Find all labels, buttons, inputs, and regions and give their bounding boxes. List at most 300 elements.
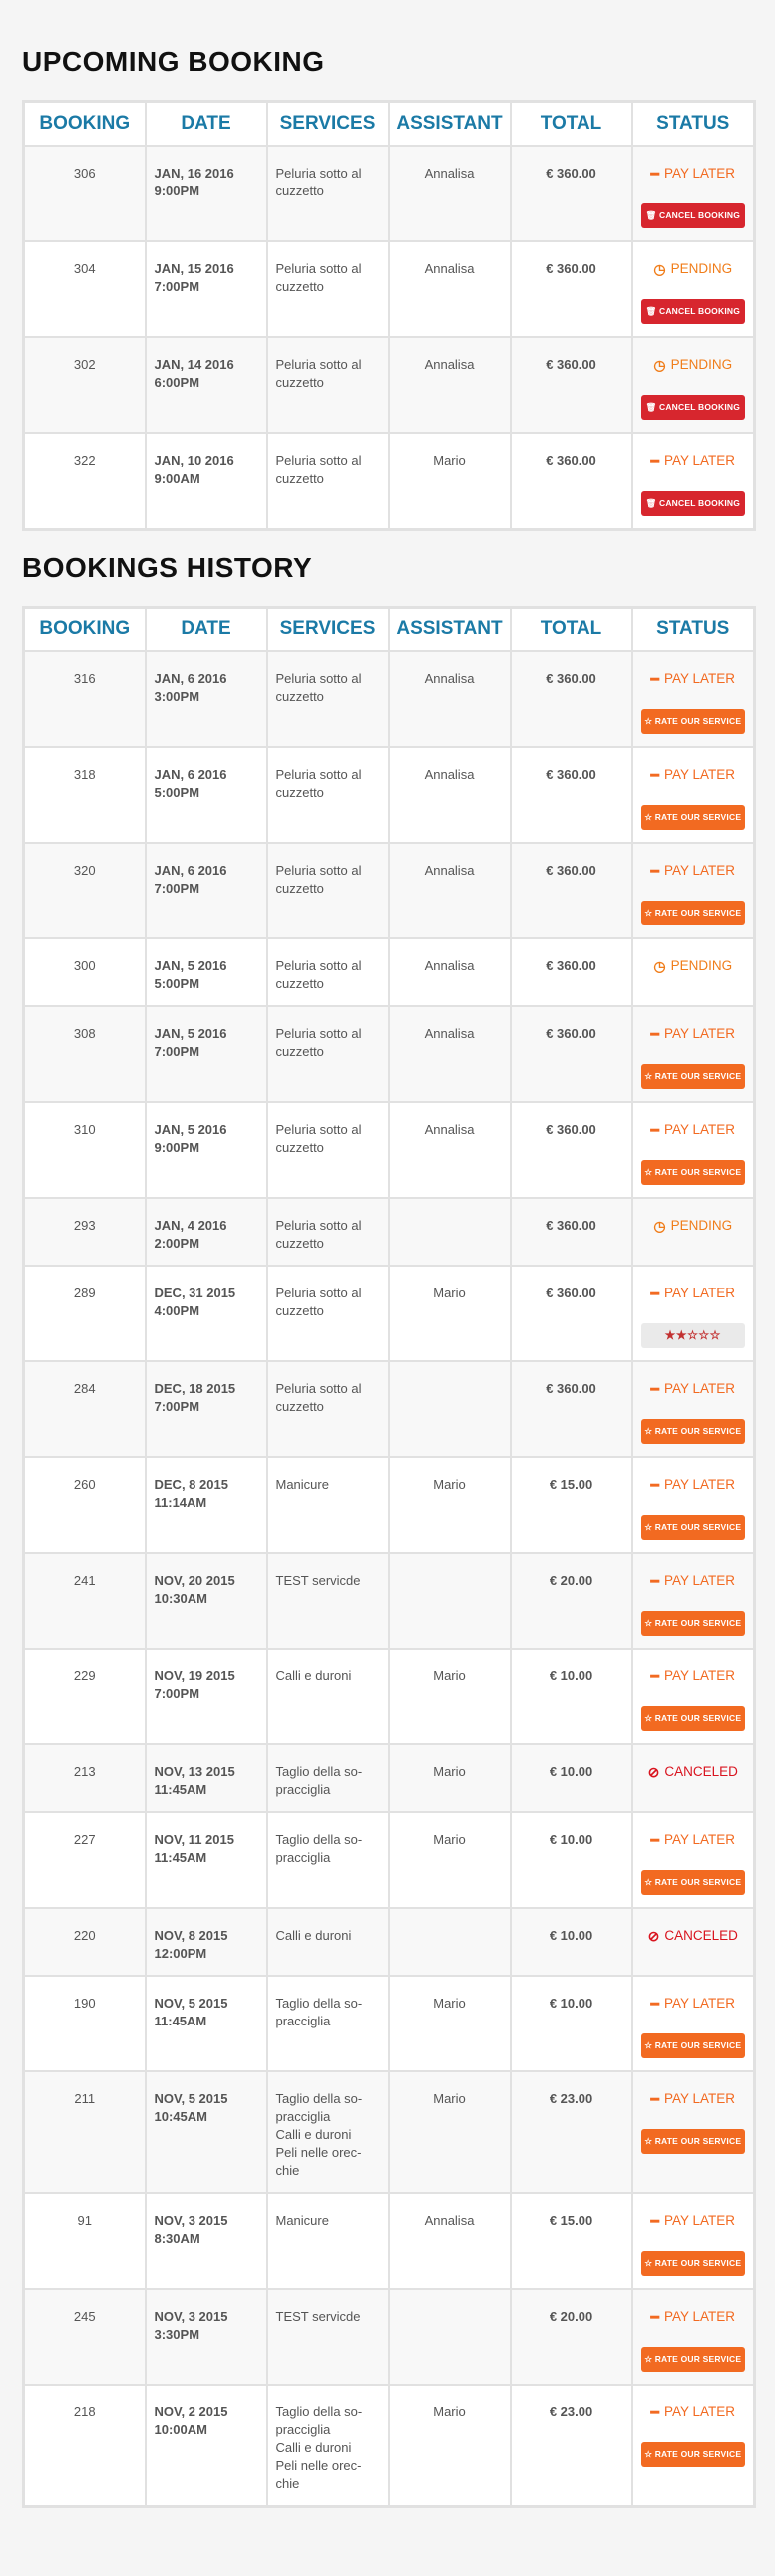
booking-date-day: JAN, 14 2016 <box>154 356 234 372</box>
table-row <box>24 1553 755 1649</box>
booking-total: € 360.00 <box>511 747 632 843</box>
booking-date-time: 10:45AM <box>154 2109 207 2124</box>
booking-date <box>146 2193 267 2289</box>
star-outline-icon: ☆ <box>644 716 655 726</box>
booking-services <box>267 1649 389 1744</box>
status-text: PAY LATER <box>663 767 735 782</box>
booking-total: € 15.00 <box>511 2193 632 2289</box>
booking-id: 302 <box>24 337 146 433</box>
dash-icon: ━ <box>650 1286 659 1301</box>
table-row <box>24 938 755 1006</box>
status-badge <box>651 1667 735 1685</box>
booking-assistant: Annalisa <box>389 146 511 241</box>
booking-total: € 360.00 <box>511 1102 632 1198</box>
booking-status-cell <box>632 337 755 433</box>
button-label: RATE OUR SERVICE <box>654 1522 742 1532</box>
star-outline-icon: ☆ <box>644 1071 655 1081</box>
booking-id: 229 <box>24 1649 146 1744</box>
booking-date-time: 3:00PM <box>154 689 200 704</box>
booking-date <box>146 1744 267 1812</box>
rate-service-button[interactable] <box>641 1515 745 1540</box>
booking-total: € 360.00 <box>511 938 632 1006</box>
trash-icon: 🗑 <box>645 209 659 220</box>
booking-assistant <box>389 1361 511 1457</box>
booking-assistant: Annalisa <box>389 747 511 843</box>
booking-services <box>267 2385 389 2507</box>
status-badge <box>651 1831 735 1849</box>
dash-icon: ━ <box>650 2091 659 2107</box>
booking-date <box>146 747 267 843</box>
booking-assistant: Mario <box>389 2071 511 2193</box>
clock-icon: ◷ <box>653 1218 666 1234</box>
table-row <box>24 843 755 938</box>
booking-date-time: 7:00PM <box>154 1399 200 1414</box>
star-outline-icon: ☆ <box>644 908 655 918</box>
table-row <box>24 241 755 337</box>
booking-date <box>146 1102 267 1198</box>
star-outline-icon: ☆ <box>644 1877 655 1887</box>
booking-total: € 360.00 <box>511 146 632 241</box>
booking-id: 320 <box>24 843 146 938</box>
dash-icon: ━ <box>650 767 659 783</box>
table-row <box>24 747 755 843</box>
booking-date <box>146 1649 267 1744</box>
booking-date-time: 9:00PM <box>154 183 200 198</box>
dash-icon: ━ <box>650 1381 659 1397</box>
status-badge <box>653 356 732 374</box>
rate-service-button[interactable] <box>641 1419 745 1444</box>
booking-status-cell <box>632 1266 755 1361</box>
booking-date-time: 5:00PM <box>154 785 200 800</box>
status-text: PAY LATER <box>663 1026 735 1041</box>
button-label: RATE OUR SERVICE <box>654 1426 742 1436</box>
booking-assistant: Annalisa <box>389 1006 511 1102</box>
service-item: Peli nelle orec-chie <box>275 2458 362 2491</box>
clock-icon: ◷ <box>653 260 666 277</box>
booking-date-day: NOV, 20 2015 <box>154 1573 235 1588</box>
booking-assistant: Annalisa <box>389 843 511 938</box>
booking-date <box>146 1908 267 1976</box>
booking-status-cell <box>632 2071 755 2193</box>
status-text: PAY LATER <box>663 165 735 181</box>
booking-total: € 10.00 <box>511 1976 632 2071</box>
booking-date-day: NOV, 2 2015 <box>154 2404 228 2419</box>
status-badge <box>653 1217 732 1235</box>
status-text: PAY LATER <box>663 1381 735 1396</box>
col-header-status: STATUS <box>632 607 755 651</box>
booking-date <box>146 843 267 938</box>
status-text: PAY LATER <box>663 452 735 468</box>
service-item: Peluria sotto al cuzzetto <box>275 165 362 198</box>
history-body <box>24 651 755 2507</box>
booking-status-cell <box>632 1553 755 1649</box>
booking-date <box>146 651 267 747</box>
service-item: Peluria sotto al cuzzetto <box>275 1381 362 1414</box>
button-label: RATE OUR SERVICE <box>654 716 742 726</box>
booking-total: € 360.00 <box>511 1198 632 1266</box>
table-row <box>24 1976 755 2071</box>
dash-icon: ━ <box>650 1477 659 1493</box>
table-row <box>24 1361 755 1457</box>
cancel-booking-button[interactable] <box>641 395 745 420</box>
star-outline-icon: ☆ <box>644 2449 655 2459</box>
booking-date-time: 9:00PM <box>154 1140 200 1155</box>
status-badge <box>651 862 735 880</box>
table-row <box>24 1457 755 1553</box>
service-item: Calli e duroni <box>275 1928 352 1943</box>
col-header-date: DATE <box>146 607 267 651</box>
booking-date-day: JAN, 6 2016 <box>154 767 227 782</box>
table-row <box>24 1266 755 1361</box>
booking-id: 241 <box>24 1553 146 1649</box>
booking-id: 220 <box>24 1908 146 1976</box>
status-badge <box>653 957 732 975</box>
booking-id: 260 <box>24 1457 146 1553</box>
dash-icon: ━ <box>650 1832 659 1848</box>
booking-assistant: Annalisa <box>389 651 511 747</box>
booking-date-day: NOV, 3 2015 <box>154 2213 228 2228</box>
booking-assistant <box>389 2289 511 2385</box>
booking-date <box>146 2385 267 2507</box>
upcoming-table <box>22 100 756 531</box>
status-text: PENDING <box>670 356 733 372</box>
rate-service-button[interactable] <box>641 2347 745 2372</box>
service-item: Taglio della so-pracciglia <box>275 1764 363 1797</box>
booking-assistant: Mario <box>389 1744 511 1812</box>
booking-assistant: Annalisa <box>389 2193 511 2289</box>
booking-date-day: NOV, 8 2015 <box>154 1928 228 1943</box>
status-text: PAY LATER <box>663 1668 735 1683</box>
service-item: Peluria sotto al cuzzetto <box>275 863 362 896</box>
star-rating[interactable]: ★★☆☆☆ <box>641 1323 745 1348</box>
booking-status-cell <box>632 1744 755 1812</box>
rate-service-button[interactable] <box>641 2442 745 2467</box>
booking-date <box>146 1976 267 2071</box>
booking-total: € 10.00 <box>511 1744 632 1812</box>
booking-status-cell <box>632 241 755 337</box>
booking-services <box>267 651 389 747</box>
booking-total: € 10.00 <box>511 1649 632 1744</box>
dash-icon: ━ <box>650 1026 659 1042</box>
service-item: Manicure <box>275 2213 329 2228</box>
status-text: CANCELED <box>664 1928 738 1943</box>
cancel-booking-button[interactable] <box>641 299 745 324</box>
booking-status-cell <box>632 433 755 530</box>
dash-icon: ━ <box>650 1122 659 1138</box>
booking-assistant: Mario <box>389 1457 511 1553</box>
table-row <box>24 2071 755 2193</box>
booking-status-cell <box>632 1198 755 1266</box>
button-label: RATE OUR SERVICE <box>654 2258 742 2268</box>
booking-date <box>146 337 267 433</box>
clock-icon: ◷ <box>653 958 666 974</box>
history-title: BOOKINGS HISTORY <box>22 552 313 583</box>
service-item: Taglio della so-pracciglia <box>275 1832 363 1865</box>
booking-total: € 23.00 <box>511 2071 632 2193</box>
col-header-total: TOTAL <box>511 102 632 146</box>
booking-total: € 360.00 <box>511 651 632 747</box>
dash-icon: ━ <box>650 2404 659 2420</box>
status-text: PAY LATER <box>663 1996 735 2011</box>
button-label: RATE OUR SERVICE <box>654 1167 742 1177</box>
service-item: Peluria sotto al cuzzetto <box>275 260 362 294</box>
table-row <box>24 146 755 241</box>
booking-assistant: Annalisa <box>389 241 511 337</box>
star-outline-icon: ☆ <box>644 1618 655 1628</box>
star-outline-icon: ☆ <box>644 1167 655 1177</box>
dash-icon: ━ <box>650 1668 659 1684</box>
button-label: RATE OUR SERVICE <box>654 1713 742 1723</box>
col-header-booking: BOOKING <box>24 607 146 651</box>
booking-date-time: 11:14AM <box>154 1495 207 1510</box>
booking-assistant: Mario <box>389 2385 511 2507</box>
status-badge <box>651 1380 735 1398</box>
table-row <box>24 2193 755 2289</box>
service-item: Peli nelle orec-chie <box>275 2145 362 2178</box>
col-header-assistant: ASSISTANT <box>389 607 511 651</box>
status-text: PAY LATER <box>663 2213 735 2228</box>
rate-service-button[interactable] <box>641 1611 745 1636</box>
status-badge <box>651 1121 735 1139</box>
status-badge <box>651 165 735 183</box>
booking-date-time: 9:00AM <box>154 470 200 486</box>
booking-assistant: Mario <box>389 1812 511 1908</box>
col-header-services: SERVICES <box>267 607 389 651</box>
booking-date-day: DEC, 31 2015 <box>154 1286 236 1300</box>
booking-date <box>146 1266 267 1361</box>
booking-date-day: NOV, 11 2015 <box>154 1832 234 1847</box>
history-table <box>22 606 756 2509</box>
service-item: Taglio della so-pracciglia <box>275 2404 363 2437</box>
status-text: PAY LATER <box>663 2091 735 2106</box>
booking-assistant: Mario <box>389 433 511 530</box>
star-outline-icon: ☆ <box>644 2258 655 2268</box>
status-badge <box>651 1285 735 1302</box>
ban-icon: ⊘ <box>647 1764 660 1780</box>
booking-id: 227 <box>24 1812 146 1908</box>
rate-service-button[interactable] <box>641 805 745 830</box>
booking-date-day: JAN, 4 2016 <box>154 1218 227 1233</box>
booking-id: 308 <box>24 1006 146 1102</box>
col-header-total: TOTAL <box>511 607 632 651</box>
booking-status-cell <box>632 1976 755 2071</box>
booking-date <box>146 1553 267 1649</box>
table-row <box>24 1649 755 1744</box>
table-row <box>24 433 755 530</box>
booking-id: 213 <box>24 1744 146 1812</box>
col-header-status: STATUS <box>632 102 755 146</box>
booking-services <box>267 1908 389 1976</box>
status-badge <box>648 1763 738 1781</box>
booking-status-cell <box>632 2193 755 2289</box>
booking-date <box>146 938 267 1006</box>
col-header-assistant: ASSISTANT <box>389 102 511 146</box>
booking-date-time: 7:00PM <box>154 1686 200 1701</box>
rate-service-button[interactable] <box>641 2033 745 2058</box>
table-row <box>24 1102 755 1198</box>
booking-assistant: Annalisa <box>389 1102 511 1198</box>
status-text: PENDING <box>670 958 733 973</box>
booking-date-day: DEC, 18 2015 <box>154 1381 236 1396</box>
star-outline-icon: ☆ <box>644 1426 655 1436</box>
rate-service-button[interactable] <box>641 709 745 734</box>
booking-date-time: 10:00AM <box>154 2422 207 2437</box>
star-outline-icon: ☆ <box>644 2136 655 2146</box>
dash-icon: ━ <box>650 2213 659 2229</box>
booking-date-day: DEC, 8 2015 <box>154 1477 228 1492</box>
booking-services <box>267 1457 389 1553</box>
booking-date-time: 11:45AM <box>154 2014 207 2028</box>
cancel-booking-button[interactable] <box>641 491 745 516</box>
booking-status-cell <box>632 747 755 843</box>
trash-icon: 🗑 <box>645 497 659 508</box>
status-text: PAY LATER <box>663 671 735 686</box>
booking-status-cell <box>632 651 755 747</box>
booking-date-time: 11:45AM <box>154 1782 207 1797</box>
booking-services <box>267 2289 389 2385</box>
table-row <box>24 651 755 747</box>
star-outline-icon: ☆ <box>644 1713 655 1723</box>
upcoming-header-row <box>24 102 755 146</box>
rate-service-button[interactable] <box>641 2251 745 2276</box>
button-label: RATE OUR SERVICE <box>654 908 742 918</box>
booking-status-cell <box>632 1361 755 1457</box>
booking-services <box>267 1553 389 1649</box>
booking-date-time: 7:00PM <box>154 881 200 896</box>
table-row <box>24 2289 755 2385</box>
status-text: PENDING <box>670 260 733 276</box>
booking-services <box>267 938 389 1006</box>
col-header-booking: BOOKING <box>24 102 146 146</box>
booking-date-time: 12:00PM <box>154 1946 207 1961</box>
booking-date-day: NOV, 19 2015 <box>154 1668 235 1683</box>
ban-icon: ⊘ <box>647 1928 660 1944</box>
table-row <box>24 1744 755 1812</box>
dash-icon: ━ <box>650 2309 659 2325</box>
status-badge <box>653 260 732 278</box>
rate-service-button[interactable] <box>641 2129 745 2154</box>
booking-id: 293 <box>24 1198 146 1266</box>
booking-date-day: JAN, 6 2016 <box>154 863 227 878</box>
booking-services <box>267 1361 389 1457</box>
status-badge <box>651 1025 735 1043</box>
star-outline-icon: ☆ <box>644 2354 655 2364</box>
service-item: Peluria sotto al cuzzetto <box>275 1122 362 1155</box>
status-badge <box>651 2212 735 2230</box>
booking-date-day: JAN, 6 2016 <box>154 671 227 686</box>
status-badge <box>651 670 735 688</box>
button-label: RATE OUR SERVICE <box>654 1618 742 1628</box>
booking-date <box>146 1198 267 1266</box>
booking-total: € 15.00 <box>511 1457 632 1553</box>
service-item: Calli e duroni <box>275 2440 352 2455</box>
trash-icon: 🗑 <box>645 401 659 412</box>
booking-date-time: 5:00PM <box>154 976 200 991</box>
booking-date <box>146 1457 267 1553</box>
booking-id: 218 <box>24 2385 146 2507</box>
booking-id: 304 <box>24 241 146 337</box>
booking-date-time: 8:30AM <box>154 2231 200 2246</box>
booking-date-day: JAN, 5 2016 <box>154 1122 227 1137</box>
booking-total: € 23.00 <box>511 2385 632 2507</box>
booking-date-time: 7:00PM <box>154 1044 200 1059</box>
rate-service-button[interactable] <box>641 1160 745 1185</box>
booking-total: € 10.00 <box>511 1908 632 1976</box>
booking-assistant: Mario <box>389 1649 511 1744</box>
status-text: PAY LATER <box>663 2309 735 2324</box>
booking-status-cell <box>632 843 755 938</box>
service-item: Peluria sotto al cuzzetto <box>275 1286 362 1318</box>
booking-id: 289 <box>24 1266 146 1361</box>
booking-id: 211 <box>24 2071 146 2193</box>
rate-service-button[interactable] <box>641 1706 745 1731</box>
table-row <box>24 1198 755 1266</box>
booking-services <box>267 2193 389 2289</box>
booking-date-day: JAN, 5 2016 <box>154 1026 227 1041</box>
trash-icon: 🗑 <box>645 305 659 316</box>
table-row <box>24 1006 755 1102</box>
booking-date-day: NOV, 3 2015 <box>154 2309 228 2324</box>
booking-assistant <box>389 1553 511 1649</box>
status-text: PAY LATER <box>663 1286 735 1300</box>
status-badge <box>651 1572 735 1590</box>
booking-assistant: Mario <box>389 1976 511 2071</box>
booking-assistant: Annalisa <box>389 337 511 433</box>
button-label: RATE OUR SERVICE <box>654 1877 742 1887</box>
booking-services <box>267 2071 389 2193</box>
status-badge <box>651 2308 735 2326</box>
rate-service-button[interactable] <box>641 1064 745 1089</box>
rate-service-button[interactable] <box>641 901 745 925</box>
dash-icon: ━ <box>650 165 659 182</box>
table-row <box>24 1908 755 1976</box>
booking-id: 190 <box>24 1976 146 2071</box>
status-badge <box>648 1927 738 1945</box>
rate-service-button[interactable] <box>641 1870 745 1895</box>
table-row <box>24 337 755 433</box>
booking-id: 306 <box>24 146 146 241</box>
service-item: Peluria sotto al cuzzetto <box>275 356 362 390</box>
booking-date-day: NOV, 5 2015 <box>154 2091 228 2106</box>
booking-assistant: Annalisa <box>389 938 511 1006</box>
booking-date-day: JAN, 5 2016 <box>154 958 227 973</box>
booking-id: 300 <box>24 938 146 1006</box>
booking-total: € 360.00 <box>511 241 632 337</box>
booking-services <box>267 1266 389 1361</box>
booking-id: 91 <box>24 2193 146 2289</box>
button-label: RATE OUR SERVICE <box>654 2136 742 2146</box>
booking-services <box>267 747 389 843</box>
booking-services <box>267 843 389 938</box>
button-label: RATE OUR SERVICE <box>654 2354 742 2364</box>
booking-date <box>146 241 267 337</box>
booking-date <box>146 2071 267 2193</box>
status-text: CANCELED <box>664 1764 738 1779</box>
booking-date-day: JAN, 16 2016 <box>154 165 234 181</box>
booking-date-day: JAN, 10 2016 <box>154 452 234 468</box>
status-text: PAY LATER <box>663 863 735 878</box>
booking-services <box>267 1976 389 2071</box>
booking-assistant <box>389 1198 511 1266</box>
service-item: Taglio della so-pracciglia <box>275 2091 363 2124</box>
cancel-booking-button[interactable] <box>641 203 745 228</box>
booking-status-cell <box>632 1908 755 1976</box>
button-label: RATE OUR SERVICE <box>654 812 742 822</box>
col-header-services: SERVICES <box>267 102 389 146</box>
table-row <box>24 2385 755 2507</box>
star-outline-icon: ☆ <box>644 2040 655 2050</box>
service-item: Peluria sotto al cuzzetto <box>275 958 362 991</box>
